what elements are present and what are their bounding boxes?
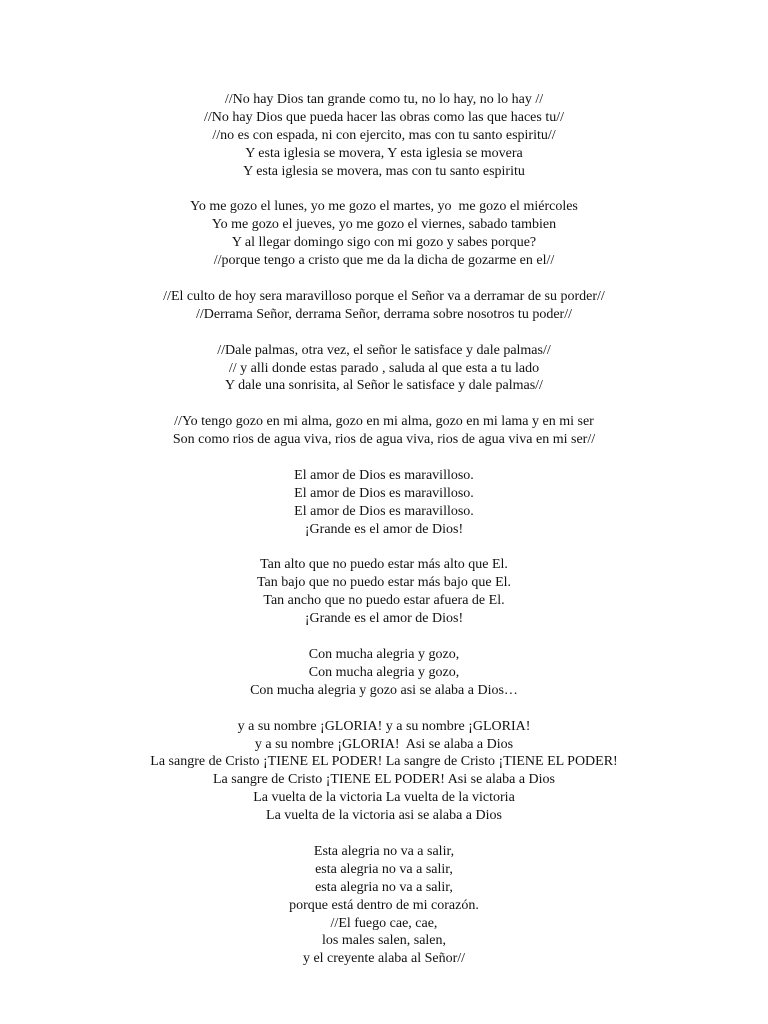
lyric-line: y a su nombre ¡GLORIA! Asi se alaba a Dios (254, 736, 514, 752)
lyric-line: // y alli donde estas parado , saluda al que esta a tu lado (228, 360, 540, 376)
lyric-line: Esta alegria no va a salir, (313, 843, 455, 859)
lyric-line: //El fuego cae, cae, (330, 915, 438, 931)
lyric-line: y el creyente alaba al Señor// (302, 951, 466, 967)
stanza-9 (0, 718, 768, 825)
lyric-line: y a su nombre ¡GLORIA! y a su nombre ¡GLORIA! (237, 718, 531, 734)
lyric-line: Con mucha alegria y gozo, (308, 646, 460, 662)
lyric-line: porque está dentro de mi corazón. (289, 897, 479, 913)
lyric-line: //Derrama Señor, derrama Señor, derrama sobre nosotros tu poder// (196, 306, 572, 322)
lyric-line: esta alegria no va a salir, (315, 879, 453, 895)
stanza-7 (0, 556, 768, 628)
lyric-line: El amor de Dios es maravilloso. (294, 467, 474, 483)
document-page (0, 91, 768, 986)
lyric-line: La vuelta de la victoria La vuelta de la victoria (253, 790, 515, 806)
lyric-line: El amor de Dios es maravilloso. (294, 503, 474, 519)
lyric-line: //El culto de hoy sera maravilloso porque el Señor va a derramar de su porder// (163, 288, 605, 304)
lyric-line: Yo me gozo el jueves, yo me gozo el viernes, sabado tambien (211, 217, 557, 233)
lyric-line: //no es con espada, ni con ejercito, mas con tu santo espiritu// (212, 127, 556, 143)
stanza-4 (0, 342, 768, 396)
lyric-line: El amor de Dios es maravilloso. (294, 485, 474, 501)
lyric-line: Y al llegar domingo sigo con mi gozo y sabes porque? (231, 235, 537, 251)
lyric-line: Tan bajo que no puedo estar más bajo que El. (256, 575, 512, 591)
stanza-3 (0, 288, 768, 324)
stanza-5 (0, 413, 768, 449)
lyric-line: Yo me gozo el lunes, yo me gozo el martes, yo me gozo el miércoles (190, 199, 578, 215)
lyric-line: //No hay Dios que pueda hacer las obras como las que haces tu// (203, 109, 564, 125)
lyric-line: Tan ancho que no puedo estar afuera de El. (263, 593, 505, 609)
lyric-line: Y esta iglesia se movera, mas con tu santo espiritu (243, 163, 525, 179)
lyric-line: los males salen, salen, (321, 933, 447, 949)
stanza-6 (0, 467, 768, 539)
stanza-1 (0, 91, 768, 181)
lyric-line: Y dale una sonrisita, al Señor le satisface y dale palmas// (225, 378, 543, 394)
lyric-line: //Yo tengo gozo en mi alma, gozo en mi alma, gozo en mi lama y en mi ser (174, 414, 594, 430)
lyric-line: Y esta iglesia se movera, Y esta iglesia se movera (245, 145, 523, 161)
lyric-line: Con mucha alegria y gozo asi se alaba a Dios… (250, 682, 518, 698)
lyric-line: ¡Grande es el amor de Dios! (304, 611, 464, 627)
lyric-line: La sangre de Cristo ¡TIENE EL PODER! Asi se alaba a Dios (212, 772, 555, 788)
lyric-line: //No hay Dios tan grande como tu, no lo hay, no lo hay // (224, 92, 544, 107)
lyric-line: Tan alto que no puedo estar más alto que El. (260, 557, 508, 573)
lyric-line: //Dale palmas, otra vez, el señor le satisface y dale palmas// (217, 342, 551, 358)
stanza-2 (0, 198, 768, 270)
lyric-line: ¡Grande es el amor de Dios! (304, 521, 464, 537)
lyric-line: La vuelta de la victoria asi se alaba a Dios (266, 808, 502, 824)
lyric-line: La sangre de Cristo ¡TIENE EL PODER! La sangre de Cristo ¡TIENE EL PODER! (150, 754, 618, 770)
lyric-line: Con mucha alegria y gozo, (308, 664, 460, 680)
lyric-line: //porque tengo a cristo que me da la dicha de gozarme en el// (213, 253, 555, 269)
lyric-line: esta alegria no va a salir, (315, 861, 453, 877)
stanza-10 (0, 843, 768, 968)
lyric-line: Son como rios de agua viva, rios de agua viva, rios de agua viva en mi ser// (172, 432, 596, 448)
stanza-8 (0, 646, 768, 700)
